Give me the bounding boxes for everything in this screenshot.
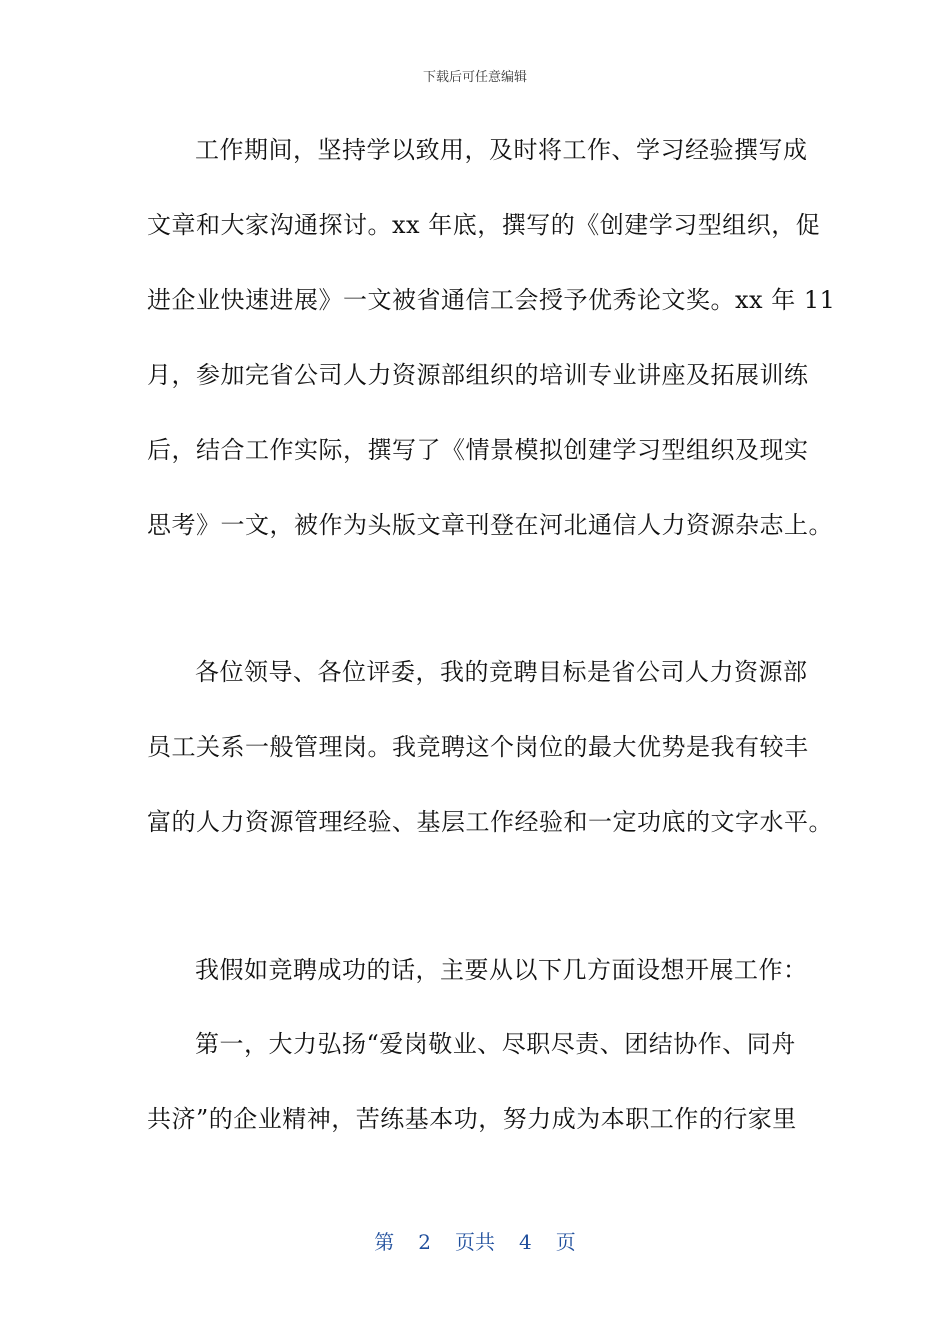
paragraph-line: 文章和大家沟通探讨。xx 年底，撰写的《创建学习型组织，促 bbox=[147, 211, 821, 239]
paragraph-line: 富的人力资源管理经验、基层工作经验和一定功底的文字水平。 bbox=[147, 808, 833, 836]
footer-middle: 页共 bbox=[455, 1230, 495, 1254]
total-page-number: 4 bbox=[519, 1230, 532, 1254]
current-page-number: 2 bbox=[418, 1230, 431, 1254]
paragraph-line: 后，结合工作实际，撰写了《情景模拟创建学习型组织及现实 bbox=[147, 436, 809, 464]
paragraph-line: 进企业快速进展》一文被省通信工会授予优秀论文奖。xx 年 11 bbox=[147, 286, 836, 314]
paragraph-line: 各位领导、各位评委，我的竞聘目标是省公司人力资源部 bbox=[195, 658, 808, 686]
paragraph-line: 第一，大力弘扬“爱岗敬业、尽职尽责、团结协作、同舟 bbox=[195, 1030, 796, 1058]
paragraph-line: 思考》一文，被作为头版文章刊登在河北通信人力资源杂志上。 bbox=[147, 511, 833, 539]
footer-prefix: 第 bbox=[374, 1230, 395, 1254]
footer-suffix: 页 bbox=[555, 1230, 576, 1254]
paragraph-line: 我假如竞聘成功的话，主要从以下几方面设想开展工作： bbox=[195, 956, 808, 984]
page-header: 下载后可任意编辑 bbox=[422, 70, 527, 85]
paragraph-line: 共济”的企业精神，苦练基本功，努力成为本职工作的行家里 bbox=[147, 1105, 797, 1133]
paragraph-line: 月，参加完省公司人力资源部组织的培训专业讲座及拓展训练 bbox=[147, 361, 809, 389]
paragraph-line: 工作期间，坚持学以致用，及时将工作、学习经验撰写成 bbox=[195, 136, 808, 164]
paragraph-line: 员工关系一般管理岗。我竞聘这个岗位的最大优势是我有较丰 bbox=[147, 733, 809, 761]
page-footer bbox=[0, 1226, 950, 1255]
